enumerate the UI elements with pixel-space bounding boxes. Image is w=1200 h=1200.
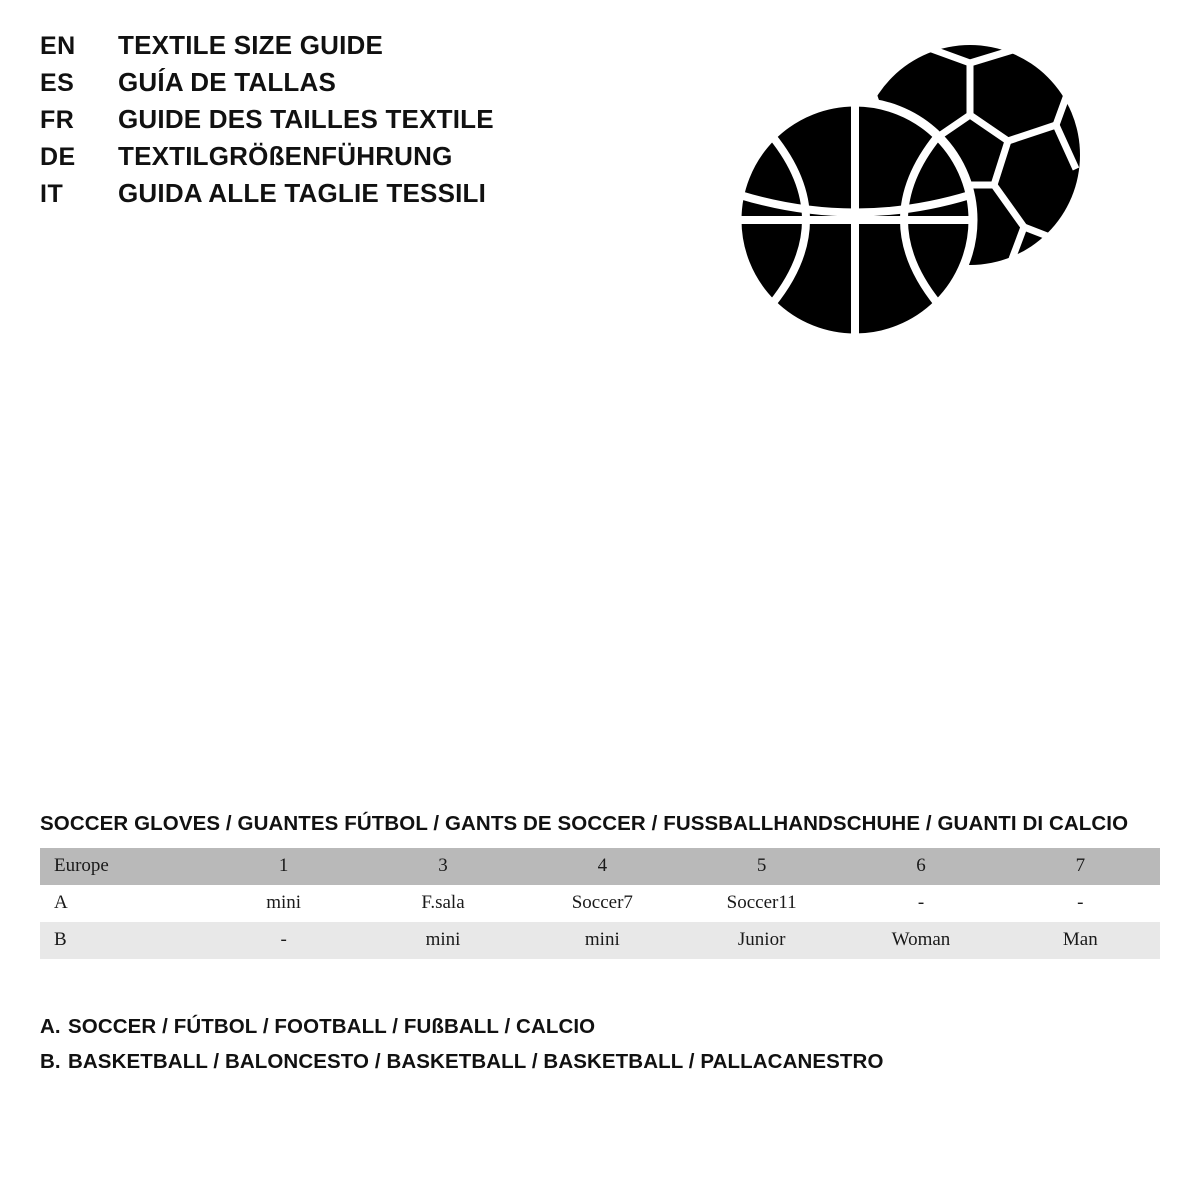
table-cell: - <box>1077 892 1084 913</box>
column-header-5: 5 <box>756 855 767 876</box>
legend-item-b <box>40 1050 1140 1074</box>
column-header-1: 1 <box>278 855 289 876</box>
language-row <box>40 67 660 104</box>
table-cell: - <box>917 892 925 913</box>
legend-text: SOCCER / FÚTBOL / FOOTBALL / FUßBALL / CALCIO <box>68 1015 596 1038</box>
language-label: GUIDE DES TAILLES TEXTILE <box>118 104 494 134</box>
language-label: TEXTILGRÖßENFÜHRUNG <box>118 141 453 171</box>
soccer-gloves-size-table <box>40 848 1160 959</box>
row-label: B <box>54 929 67 950</box>
table-cell: - <box>280 929 287 950</box>
legend-text: BASKETBALL / BALONCESTO / BASKETBALL / BASKETBALL / PALLACANESTRO <box>68 1050 884 1073</box>
table-cell: Man <box>1062 929 1098 950</box>
table-cell: F.sala <box>421 892 465 913</box>
language-row <box>40 178 660 215</box>
language-row <box>40 30 660 67</box>
language-list <box>40 30 660 215</box>
table-cell: Woman <box>891 929 951 950</box>
column-header-3: 3 <box>438 855 448 876</box>
legend-item-a <box>40 1015 1140 1039</box>
table-cell: mini <box>266 892 302 913</box>
legend-key: B. <box>40 1050 61 1073</box>
column-header-4: 4 <box>597 855 608 876</box>
table-row <box>40 922 1160 959</box>
language-code: FR <box>40 106 75 134</box>
table-row <box>40 885 1160 922</box>
language-code: DE <box>40 143 76 171</box>
language-row <box>40 104 660 141</box>
size-table-section <box>40 812 1160 959</box>
language-label: GUÍA DE TALLAS <box>118 67 337 97</box>
column-header-6: 6 <box>916 855 926 876</box>
column-header-europe: Europe <box>54 855 109 876</box>
language-row <box>40 141 660 178</box>
language-code: IT <box>40 180 64 208</box>
legend <box>40 1015 1140 1085</box>
language-code: EN <box>40 32 76 60</box>
table-title: SOCCER GLOVES / GUANTES FÚTBOL / GANTS DE SOCCER / FUSSBALLHANDSCHUHE / GUANTI DI CALCIO <box>40 812 1129 835</box>
table-cell: mini <box>584 929 620 950</box>
table-cell: Soccer11 <box>726 892 797 913</box>
language-code: ES <box>40 69 75 97</box>
table-cell: Junior <box>737 929 786 950</box>
language-label: GUIDA ALLE TAGLIE TESSILI <box>118 178 487 208</box>
basketball-icon <box>737 102 973 335</box>
column-header-7: 7 <box>1075 855 1086 876</box>
table-header-row <box>40 848 1160 885</box>
sports-balls-illustration <box>720 45 1100 335</box>
row-label: A <box>54 892 68 913</box>
table-cell: mini <box>425 929 461 950</box>
legend-key: A. <box>40 1015 61 1038</box>
table-cell: Soccer7 <box>571 892 633 913</box>
language-label: TEXTILE SIZE GUIDE <box>118 30 384 60</box>
